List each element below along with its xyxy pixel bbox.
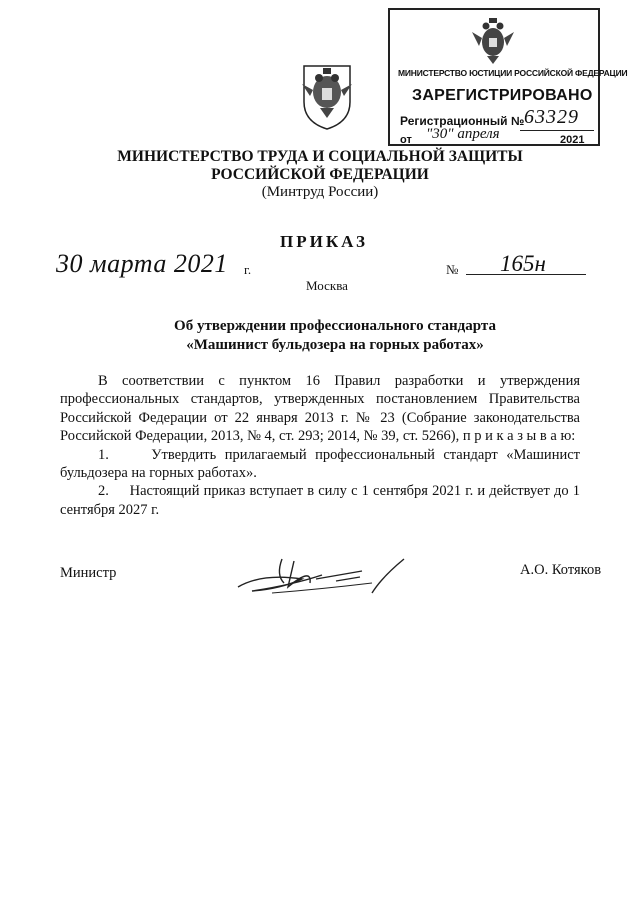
stamp-date-year: 2021 [560,134,585,146]
ministry-name-line1: МИНИСТЕРСТВО ТРУДА И СОЦИАЛЬНОЙ ЗАЩИТЫ [117,148,523,165]
body-paragraph-item-1: 1. Утвердить прилагаемый профессиональный стандарт «Машинист бульдозера на горных работах». [60,446,580,482]
order-date-handwritten: 30 марта 2021 [56,249,228,278]
order-city: Москва [306,278,348,293]
body-paragraph-preamble: В соответствии с пунктом 16 Правил разработки и утверждения профессиональных стандартов, утвержденных постановлением Правительства Российской Федерации от 22 января 2013 г. № 23 (Собрание законодательства Российской Федерации, 2013, № 4, ст. 293; 2014, № 39, ст. 5266), п р и к а з ы в а ю: [60,373,580,445]
stamp-date-prefix: от [400,134,412,146]
order-title: ПРИКАЗ [280,232,368,251]
order-subject-line2: «Машинист бульдозера на горных работах» [186,337,484,353]
stamp-registered-text: ЗАРЕГИСТРИРОВАНО [412,87,593,104]
ministry-short-name: (Минтруд России) [261,184,379,200]
registration-stamp [388,8,628,146]
order-number-label: № [446,262,459,277]
coat-of-arms-emblem [298,62,356,132]
signatory-name: А.О. Котяков [520,562,602,578]
order-date-suffix: г. [244,262,252,277]
signatory-title: Министр [60,565,117,581]
stamp-emblem-icon [470,16,516,66]
order-body [60,372,580,519]
order-number-value: 165н [500,251,546,276]
stamp-regno-value: 63329 [524,106,579,128]
stamp-regno-underline [520,130,594,131]
stamp-date-value: "30" апреля [426,126,500,142]
handwritten-signature [232,553,422,599]
order-subject-line1: Об утверждении профессионального стандарта [174,318,496,334]
stamp-regno-label: Регистрационный № [400,114,525,128]
stamp-ministry-text: МИНИСТЕРСТВО ЮСТИЦИИ РОССИЙСКОЙ ФЕДЕРАЦИИ [398,68,628,78]
ministry-name-line2: РОССИЙСКОЙ ФЕДЕРАЦИИ [211,166,429,183]
body-paragraph-item-2: 2. Настоящий приказ вступает в силу с 1 сентября 2021 г. и действует до 1 сентября 2027 г. [60,483,580,518]
